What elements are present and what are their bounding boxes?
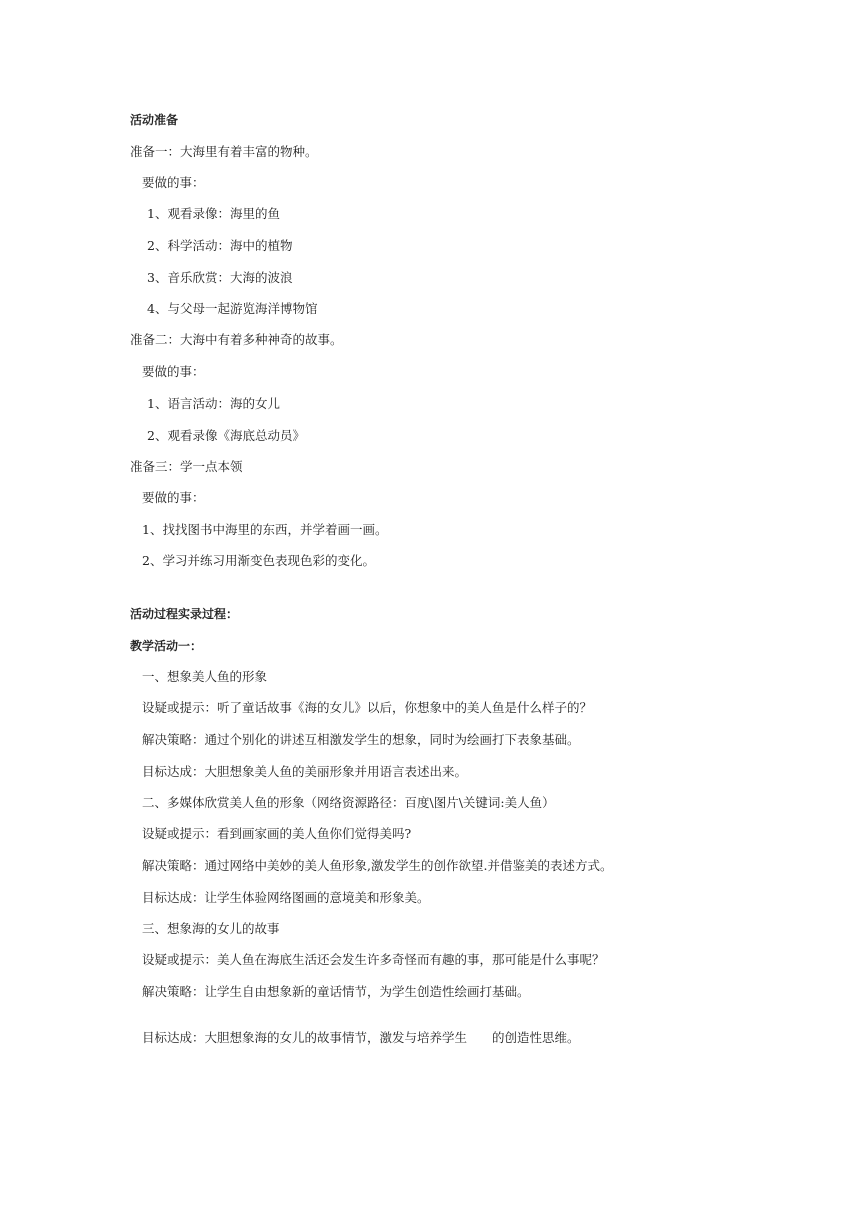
activity1-heading: 教学活动一： (130, 639, 203, 653)
section1-title: 一、想象美人鱼的形象 (142, 669, 268, 684)
section2-title: 二、多媒体欣赏美人鱼的形象（网络资源路径：百度\图片\关键词:美人鱼） (142, 795, 555, 810)
prep-heading: 活动准备 (130, 113, 179, 127)
section2-strategy: 解决策略：通过网络中美妙的美人鱼形象,激发学生的创作欲望.并借鉴美的表述方式。 (142, 858, 613, 873)
section1-goal: 目标达成：大胆想象美人鱼的美丽形象并用语言表述出来。 (142, 764, 468, 779)
section2-goal: 目标达成：让学生体验网络图画的意境美和形象美。 (142, 890, 430, 905)
section2-prompt: 设疑或提示：看到画家画的美人鱼你们觉得美吗? (142, 826, 412, 841)
prep1-title: 准备一：大海里有着丰富的物种。 (130, 144, 318, 159)
prep2-item: 2、观看录像《海底总动员》 (147, 428, 305, 443)
prep1-item: 3、音乐欣赏：大海的波浪 (147, 270, 293, 285)
prep1-item: 4、与父母一起游览海洋博物馆 (147, 301, 318, 316)
prep1-item: 2、科学活动：海中的植物 (147, 238, 293, 253)
prep3-todo: 要做的事： (142, 490, 205, 505)
prep2-todo: 要做的事： (142, 364, 205, 379)
section1-prompt: 设疑或提示：听了童话故事《海的女儿》以后，你想象中的美人鱼是什么样子的？ (142, 700, 593, 715)
prep1-item: 1、观看录像：海里的鱼 (147, 206, 280, 221)
section1-strategy: 解决策略：通过个别化的讲述互相激发学生的想象，同时为绘画打下表象基础。 (142, 732, 580, 747)
section3-title: 三、想象海的女儿的故事 (142, 921, 280, 936)
prep3-title: 准备三：学一点本领 (130, 459, 243, 474)
section3-prompt: 设疑或提示：美人鱼在海底生活还会发生许多奇怪而有趣的事，那可能是什么事呢？ (142, 952, 605, 967)
section3-goal: 目标达成：大胆想象海的女儿的故事情节，激发与培养学生 的创造性思维。 (142, 1030, 580, 1045)
prep2-title: 准备二：大海中有着多种神奇的故事。 (130, 332, 343, 347)
process-heading: 活动过程实录过程： (130, 607, 239, 621)
prep3-item: 1、找找图书中海里的东西，并学着画一画。 (142, 522, 388, 537)
prep1-todo: 要做的事： (142, 175, 205, 190)
prep2-item: 1、语言活动：海的女儿 (147, 396, 280, 411)
prep3-item: 2、学习并练习用渐变色表现色彩的变化。 (142, 553, 375, 568)
section3-strategy: 解决策略：让学生自由想象新的童话情节，为学生创造性绘画打基础。 (142, 984, 530, 999)
